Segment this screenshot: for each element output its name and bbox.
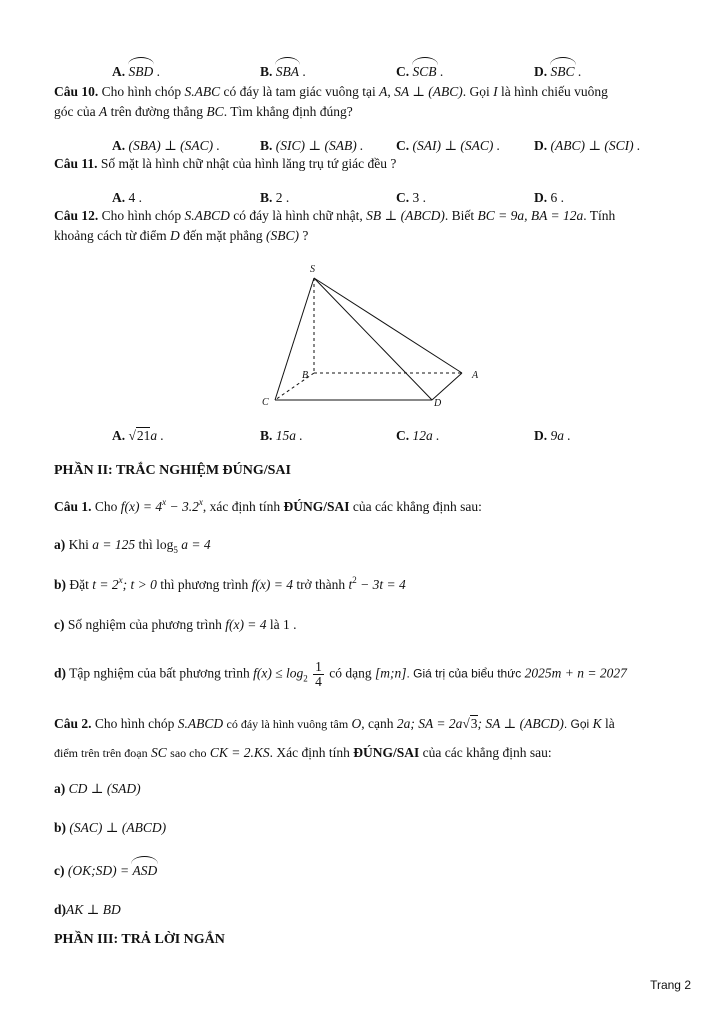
label-d: D [434, 398, 442, 409]
p2-q2-line1: Câu 2. Cho hình chóp S.ABCD có đáy là hình vuông tâm O, cạnh 2a; SA = 2a√3; SA ⊥ (ABCD). Gọi K là [54, 716, 615, 731]
q9-option-b: B. SBA . [260, 64, 306, 79]
q12-option-c: C. 12a . [396, 428, 440, 443]
label-b: B [302, 370, 309, 381]
q10-option-d: D. (ABC) ⊥ (SCI) . [534, 138, 641, 153]
q11-stem: Câu 11. Số mặt là hình chữ nhật của hình lăng trụ tứ giác đều ? [54, 156, 397, 171]
q11-option-c: C. 3 . [396, 190, 426, 205]
q12-option-b: B. 15a . [260, 428, 303, 443]
p2-q2-line2: điểm trên trên đoạn SC sao cho CK = 2.KS. Xác định tính ĐÚNG/SAI của các khẳng định sau: [54, 745, 552, 760]
q12-line1: Câu 12. Cho hình chóp S.ABCD có đáy là hình chữ nhật, SB ⊥ (ABCD). Biết BC = 9a, BA = 12a. Tính [54, 208, 616, 223]
q12-option-a: A. √21a . [112, 428, 164, 443]
q10-line2: góc của A trên đường thẳng BC. Tìm khẳng định đúng? [54, 104, 353, 119]
p2-q1-c: c) Số nghiệm của phương trình f(x) = 4 là 1 . [54, 617, 297, 632]
label-a: A [472, 370, 479, 381]
p2-q1-b: b) Đặt $t = 2^x$; t > 0 thì phương trình f(x) = 4 trở thành $t^2 - 3t = 4$ [54, 575, 406, 592]
q11-option-b: B. 2 . [260, 190, 290, 205]
q10-option-c: C. (SAI) ⊥ (SAC) . [396, 138, 501, 153]
p2-q2-b: b) (SAC) ⊥ (ABCD) [54, 820, 167, 835]
q9-option-c: C. SCB . [396, 64, 444, 79]
q11-option-a: A. 4 . [112, 190, 142, 205]
q12-line2: khoảng cách từ điểm D đến mặt phẳng (SBC) ? [54, 228, 309, 243]
q10-line1: Câu 10. Cho hình chóp S.ABC có đáy là tam giác vuông tại A, SA ⊥ (ABC). Gọi I là hình chiếu vuông [54, 84, 608, 99]
q9-option-a: A. SBD . [112, 64, 160, 79]
label-c: C [262, 397, 269, 408]
q12-option-d: D. 9a . [534, 428, 571, 443]
q10-option-b: B. (SIC) ⊥ (SAB) . [260, 138, 364, 153]
part2-heading: PHẦN II: TRẮC NGHIỆM ĐÚNG/SAI [54, 463, 291, 478]
part3-heading: PHẦN III: TRẢ LỜI NGẮN [54, 932, 225, 947]
label-s: S [310, 264, 315, 275]
p2-q2-c: c) (OK;SD) = ASD [54, 863, 158, 878]
p2-q1-a: a) Khi a = 125 thì $\log_5 a = 4$ [54, 537, 211, 555]
page-number: Trang 2 [650, 978, 691, 992]
pyramid-figure [250, 260, 490, 410]
q10-option-a: A. (SBA) ⊥ (SAC) . [112, 138, 220, 153]
p2-q2-d: d)AK ⊥ BD [54, 902, 121, 917]
q11-option-d: D. 6 . [534, 190, 564, 205]
p2-q1-stem: Câu 1. Cho $f(x) = 4^x - 3.2^x$, xác định tính ĐÚNG/SAI của các khẳng định sau: [54, 497, 482, 514]
p2-q2-a: a) CD ⊥ (SAD) [54, 781, 141, 796]
p2-q1-d: d) Tập nghiệm của bất phương trình $f(x) \le \log_2$ $\frac{1}{4}$ có dạng [m;n]. Giá trị của biểu thức 2025m + n = 2027 [54, 659, 627, 689]
q9-option-d: D. SBC . [534, 64, 582, 79]
